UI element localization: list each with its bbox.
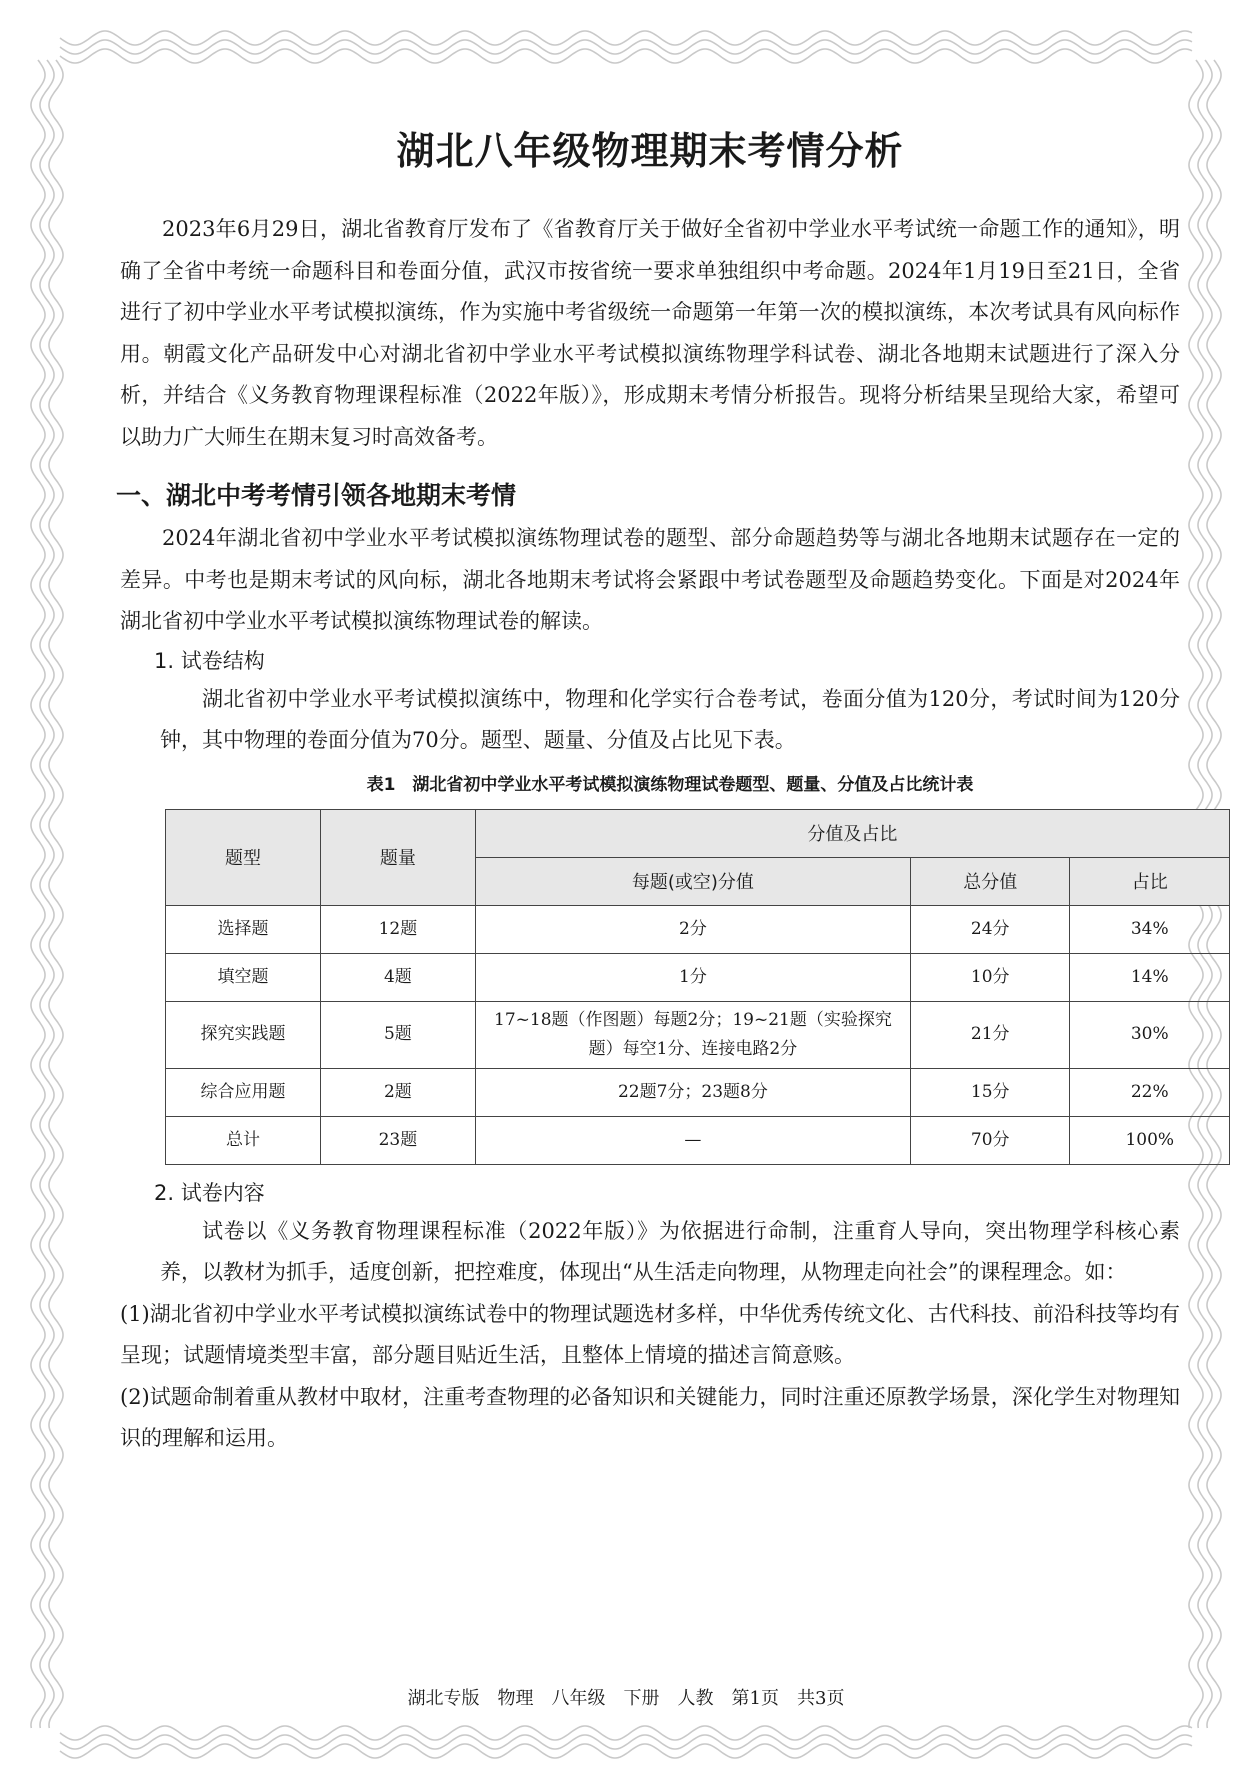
page-content — [116, 100, 1180, 1460]
border-wave-line — [60, 49, 1192, 63]
content-block — [120, 1211, 1180, 1294]
intro-paragraph: 2023年6月29日，湖北省教育厅发布了《省教育厅关于做好全省初中学业水平考试统一命题工作的通知》，明确了全省中考统一命题科目和卷面分值，武汉市按省统一要求单独组织中考命题。2024年1月19日至21日，全省进行了初中学业水平考试模拟演练，作为实施中考省级统一命题第一年第一次的模拟演练，本次考试具有风向标作用。朝霞文化产品研发中心对湖北省初中学业水平考试模拟演练物理学科试卷、湖北各地期末试题进行了深入分析，并结合《义务教育物理课程标准（2022年版）》，形成期末考情分析报告。现将分析结果呈现给大家，希望可以助力广大师生在期末复习时高效备考。 — [120, 217, 1180, 449]
list-item: (2)试题命制着重从教材中取材，注重考查物理的必备知识和关键能力，同时注重还原教学场景，深化学生对物理知识的理解和运用。 — [120, 1384, 1180, 1450]
header-count: 题量 — [320, 809, 475, 905]
cell-total: 70分 — [911, 1116, 1070, 1164]
subsection-heading-content: 2. 试卷内容 — [154, 1180, 265, 1205]
table-row — [166, 905, 1230, 953]
subsection-heading-structure: 1. 试卷结构 — [154, 648, 265, 673]
cell-per: 17~18题（作图题）每题2分；19~21题（实验探究题）每空1分、连接电路2分 — [475, 1001, 910, 1068]
header-total: 总分值 — [911, 857, 1070, 905]
cell-total: 21分 — [911, 1001, 1070, 1068]
cell-type: 填空题 — [166, 953, 321, 1001]
content-paragraph: 试卷以《义务教育物理课程标准（2022年版）》为依据进行命制，注重育人导向，突出物理学科核心素养，以教材为抓手，适度创新，把控难度，体现出“从生活走向物理，从物理走向社会”的课程理念。如： — [160, 1218, 1180, 1284]
stats-table — [165, 809, 1230, 1165]
section-paragraph: 2024年湖北省初中学业水平考试模拟演练物理试卷的题型、部分命题趋势等与湖北各地期末试题存在一定的差异。中考也是期末考试的风向标，湖北各地期末考试将会紧跟中考试卷题型及命题趋势变化。下面是对2024年湖北省初中学业水平考试模拟演练物理试卷的解读。 — [120, 526, 1180, 633]
section-heading: 一、湖北中考考情引领各地期末考情 — [116, 481, 517, 510]
cell-ratio: 22% — [1070, 1068, 1230, 1116]
border-wave-line — [60, 40, 1192, 54]
page-title: 湖北八年级物理期末考情分析 — [396, 129, 904, 173]
list-item: (1)湖北省初中学业水平考试模拟演练试卷中的物理试题选材多样，中华优秀传统文化、古代科技、前沿科技等均有呈现；试题情境类型丰富，部分题目贴近生活，且整体上情境的描述言简意赅。 — [120, 1301, 1180, 1367]
cell-per: 2分 — [475, 905, 910, 953]
table-row — [166, 1116, 1230, 1164]
cell-count: 23题 — [320, 1116, 475, 1164]
cell-type: 探究实践题 — [166, 1001, 321, 1068]
table-header-row — [166, 809, 1230, 857]
table-row — [166, 1068, 1230, 1116]
cell-count: 5题 — [320, 1001, 475, 1068]
cell-count: 2题 — [320, 1068, 475, 1116]
table-row — [166, 1001, 1230, 1068]
border-wave-line — [60, 1726, 1192, 1740]
cell-ratio: 30% — [1070, 1001, 1230, 1068]
page-footer: 湖北专版 物理 八年级 下册 人教 第1页 共3页 — [407, 1688, 845, 1709]
table-caption: 表1 湖北省初中学业水平考试模拟演练物理试卷题型、题量、分值及占比统计表 — [366, 774, 974, 795]
header-type: 题型 — [166, 809, 321, 905]
cell-count: 4题 — [320, 953, 475, 1001]
cell-total: 15分 — [911, 1068, 1070, 1116]
cell-type: 综合应用题 — [166, 1068, 321, 1116]
cell-ratio: 100% — [1070, 1116, 1230, 1164]
cell-type: 选择题 — [166, 905, 321, 953]
cell-ratio: 14% — [1070, 953, 1230, 1001]
header-group: 分值及占比 — [475, 809, 1229, 857]
table-row — [166, 953, 1230, 1001]
cell-per: 22题7分；23题8分 — [475, 1068, 910, 1116]
cell-total: 10分 — [911, 953, 1070, 1001]
cell-ratio: 34% — [1070, 905, 1230, 953]
border-wave-line — [60, 1735, 1192, 1749]
border-wave-line — [49, 60, 63, 1728]
structure-paragraph: 湖北省初中学业水平考试模拟演练中，物理和化学实行合卷考试，卷面分值为120分，考试时间为120分钟，其中物理的卷面分值为70分。题型、题量、分值及占比见下表。 — [160, 686, 1180, 752]
cell-type: 总计 — [166, 1116, 321, 1164]
header-per: 每题(或空)分值 — [475, 857, 910, 905]
cell-total: 24分 — [911, 905, 1070, 953]
border-wave-line — [60, 1744, 1192, 1758]
cell-count: 12题 — [320, 905, 475, 953]
border-wave-line — [60, 31, 1192, 45]
cell-per: — — [475, 1116, 910, 1164]
header-ratio: 占比 — [1070, 857, 1230, 905]
structure-block — [120, 679, 1180, 762]
cell-per: 1分 — [475, 953, 910, 1001]
